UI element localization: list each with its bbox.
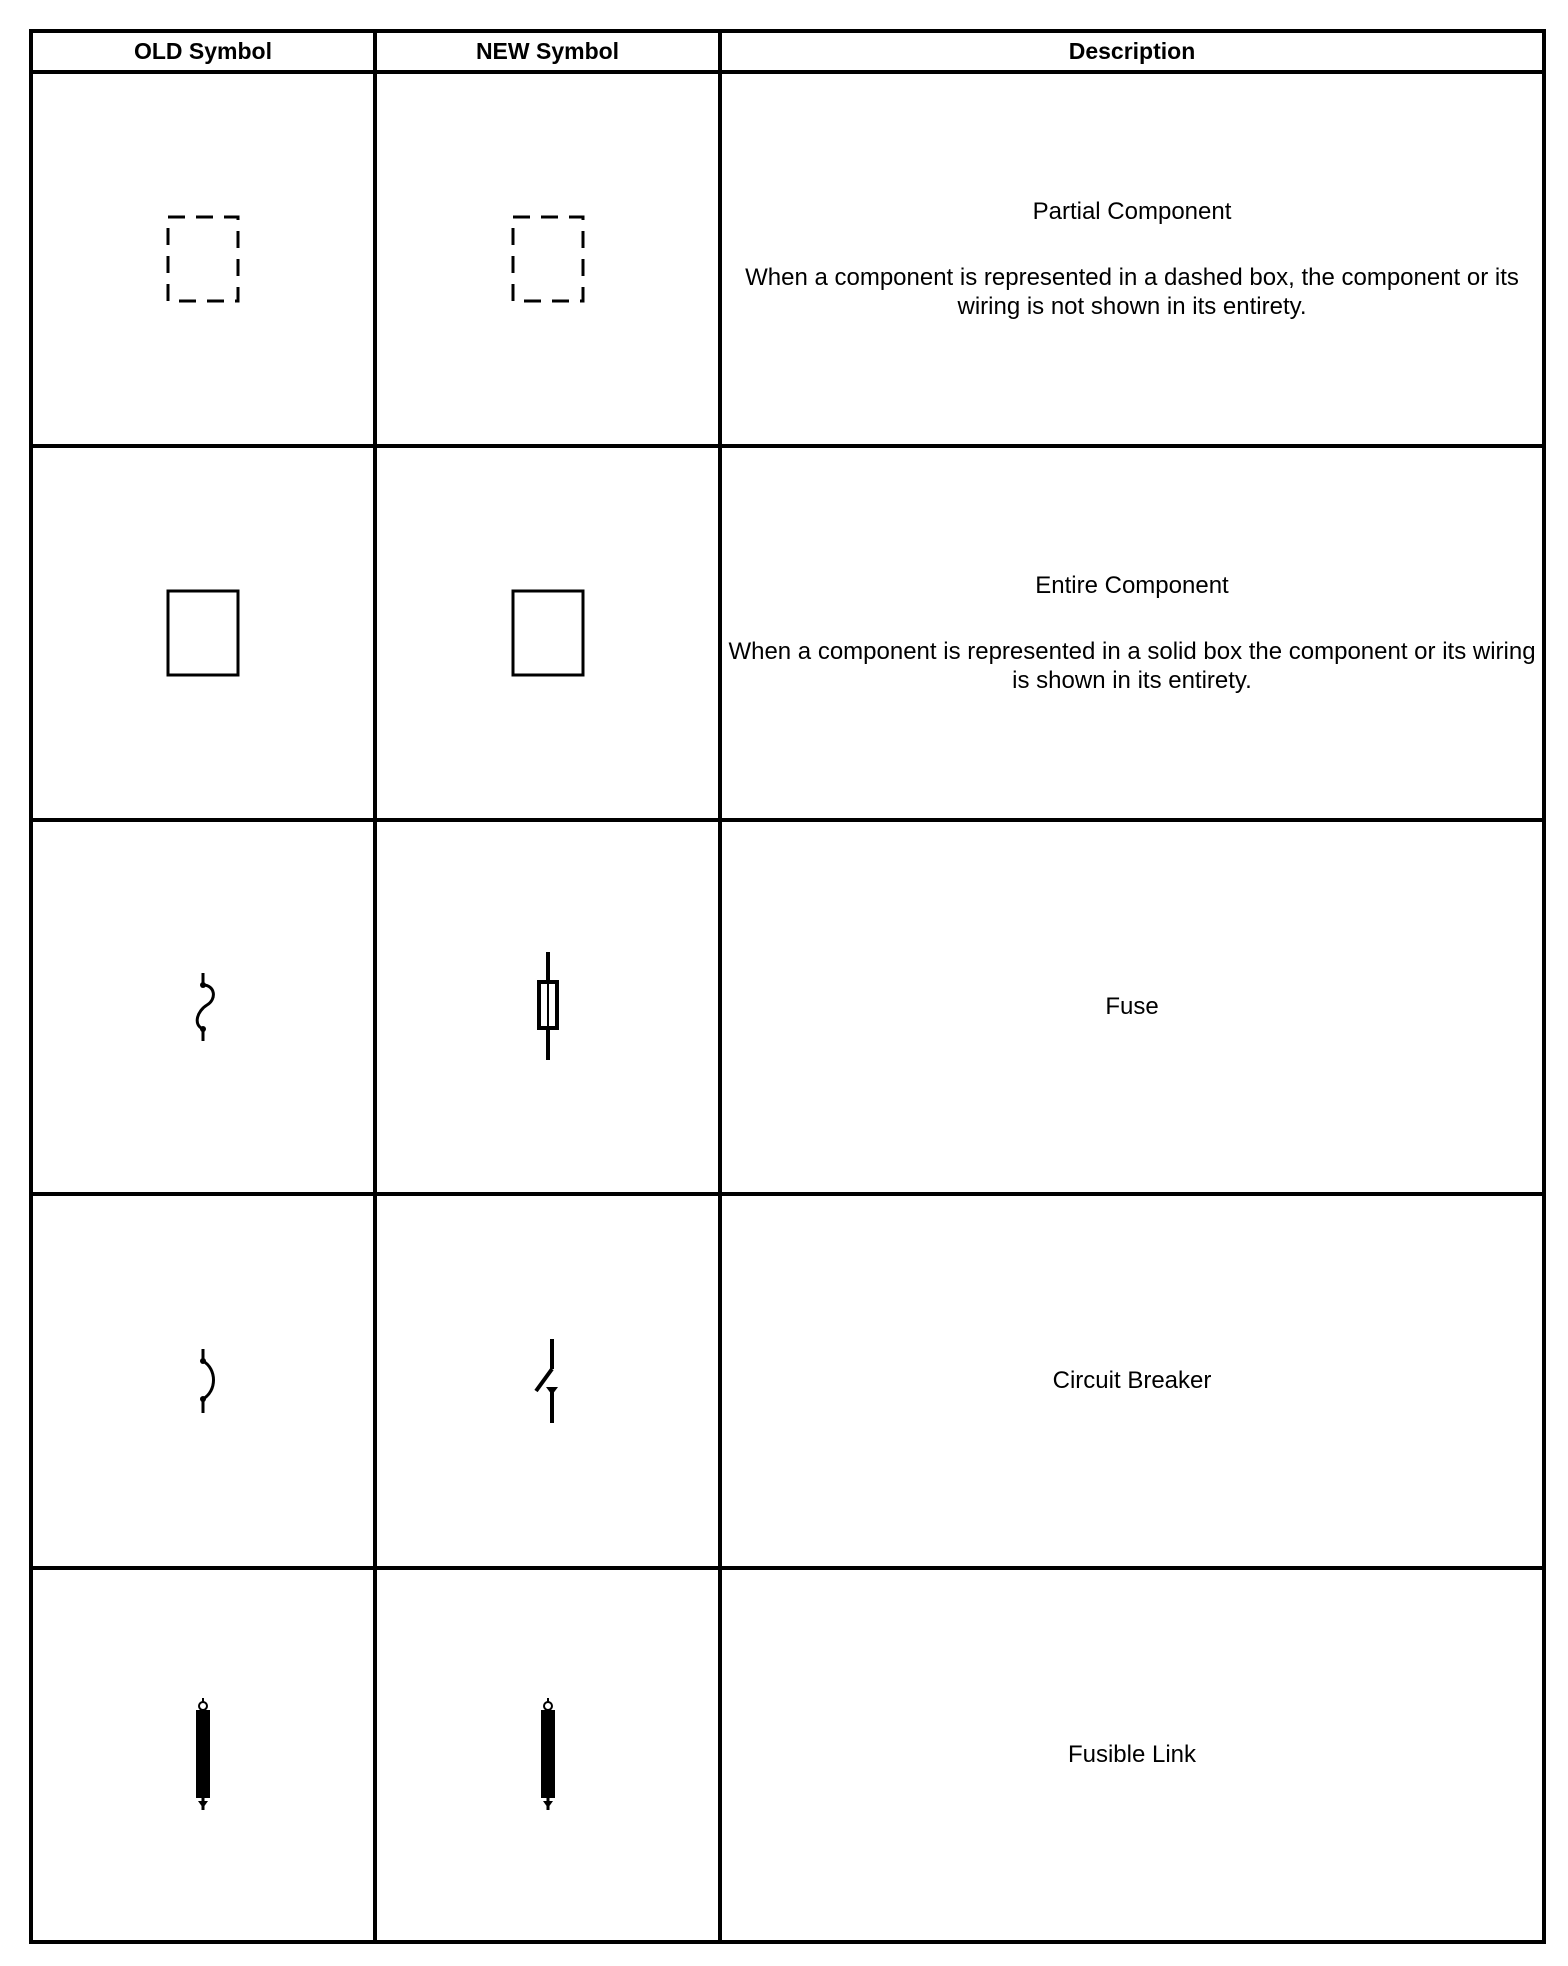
description-cell [720,1194,1544,1568]
header-description: Description [720,31,1544,72]
new-symbol-cell [375,1194,720,1568]
description-cell [720,820,1544,1194]
table-row [31,1194,1544,1568]
table-row [31,446,1544,820]
description-body: When a component is represented in a solid box the component or its wiring is shown in its entirety. [728,637,1536,694]
new-symbol-cell [375,72,720,446]
header-row [31,31,1544,72]
header-new-symbol: NEW Symbol [375,31,720,72]
new-symbol-cell [375,1568,720,1942]
circuit-breaker-new-symbol-icon [528,1337,568,1425]
description-title: Fusible Link [1067,1741,1197,1768]
old-symbol-cell [31,1568,375,1942]
entire-component-solid-box-icon [166,589,240,677]
description-cell [720,72,1544,446]
symbol-legend-table [29,29,1546,1944]
table-row [31,1568,1544,1942]
new-symbol-cell [375,820,720,1194]
description-title: Fuse [1105,993,1159,1020]
fuse-old-symbol-icon [183,971,223,1043]
description-body: When a component is represented in a dashed box, the component or its wiring is not shown in its entirety. [745,263,1519,320]
description-title: Circuit Breaker [1052,1367,1212,1394]
description-cell [720,1568,1544,1942]
table-row [31,820,1544,1194]
table-row [31,72,1544,446]
new-symbol-cell [375,446,720,820]
old-symbol-cell [31,1194,375,1568]
entire-component-solid-box-icon [511,589,585,677]
symbol-legend-sheet [29,29,1542,1944]
header-old-symbol: OLD Symbol [31,31,375,72]
description-cell [720,446,1544,820]
old-symbol-cell [31,72,375,446]
fusible-link-new-symbol-icon [533,1698,563,1812]
old-symbol-cell [31,820,375,1194]
old-symbol-cell [31,446,375,820]
partial-component-dashed-box-icon [166,215,240,303]
fusible-link-old-symbol-icon [188,1698,218,1812]
description-title: Entire Component [1035,571,1229,599]
fuse-new-symbol-icon [528,952,568,1062]
circuit-breaker-old-symbol-icon [183,1347,223,1415]
description-title: Partial Component [1032,197,1232,225]
partial-component-dashed-box-icon [511,215,585,303]
